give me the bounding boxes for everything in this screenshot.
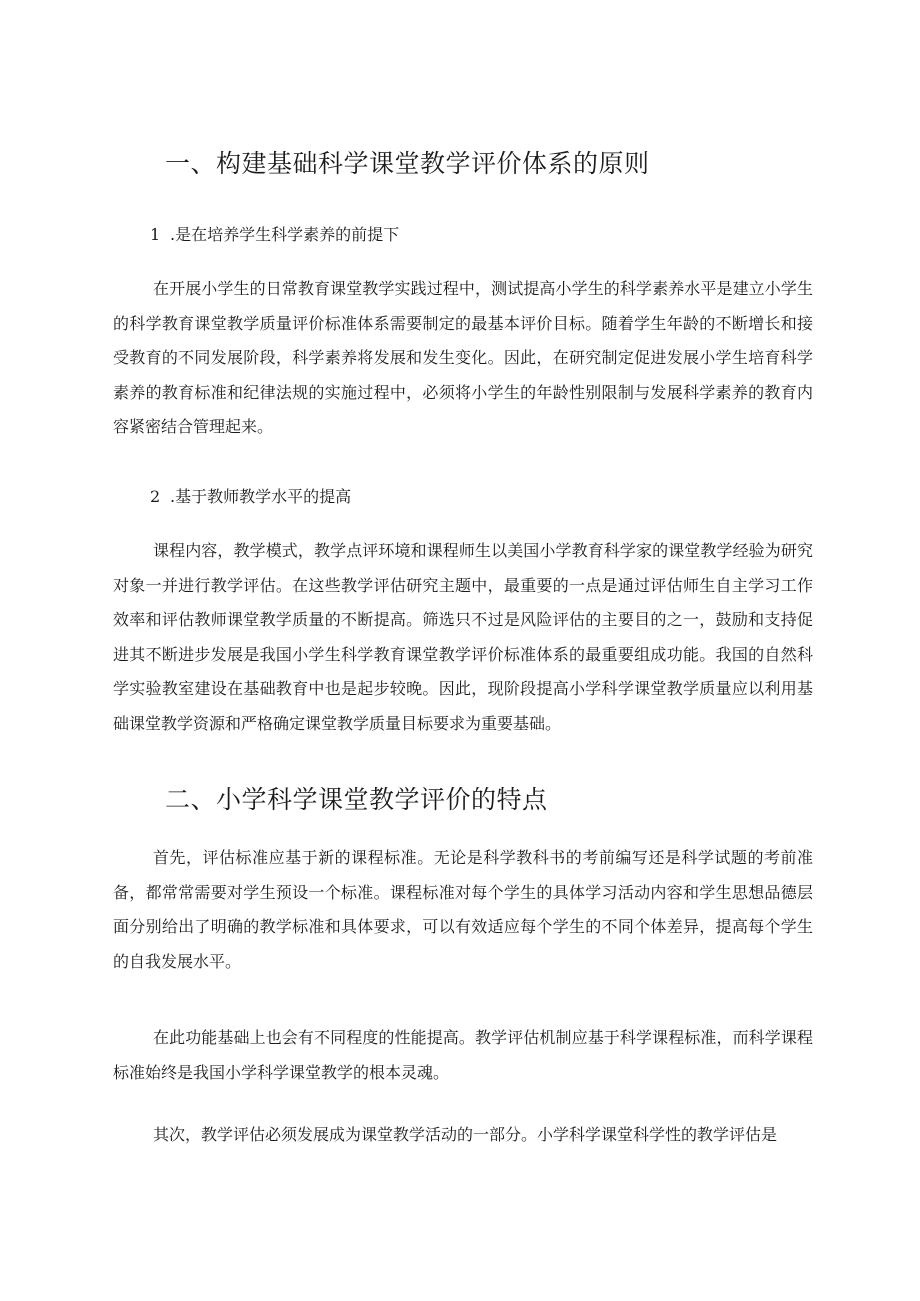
subsection-title: .是在培养学生科学素养的前提下 — [170, 225, 400, 244]
section-heading-1: 一、构建基础科学课堂教学评价体系的原则 — [165, 149, 650, 178]
section-heading-2: 二、小学科学课堂教学评价的特点 — [165, 785, 548, 814]
subsection-number: 1 — [150, 225, 161, 244]
paragraph: 课程内容，教学模式，教学点评环境和课程师生以美国小学教育科学家的课堂教学经验为研究对象一并进行教学评估。在这些教学评估研究主题中，最重要的一点是通过评估师生自主学习工作效率和评估教师课堂教学质量的不断提高。筛选只不过是风险评估的主要目的之一，鼓励和支持促进其不断进步发展是我国小学生科学教育课堂教学评价标准体系的最重要组成功能。我国的自然科学实验教室建设在基础教育中也是起步较晚。因此，现阶段提高小学科学课堂教学质量应以利用基础课堂教学资源和严格确定课堂教学质量目标要求为重要基础。 — [113, 541, 813, 733]
subsection-title: .基于教师教学水平的提高 — [170, 487, 352, 506]
subsection-heading-1 — [150, 224, 399, 246]
paragraph: 其次，教学评估必须发展成为课堂教学活动的一部分。小学科学课堂科学性的教学评估是 — [153, 1125, 778, 1144]
paragraph: 首先，评估标准应基于新的课程标准。无论是科学教科书的考前编写还是科学试题的考前准备，都常常需要对学生预设一个标准。课程标准对每个学生的具体学习活动内容和学生思想品德层面分别给出了明确的教学标准和具体要求，可以有效适应每个学生的不同个体差异，提高每个学生的自我发展水平。 — [113, 848, 813, 971]
subsection-number: 2 — [150, 487, 161, 506]
subsection-heading-2 — [150, 486, 351, 508]
paragraph: 在此功能基础上也会有不同程度的性能提高。教学评估机制应基于科学课程标准，而科学课程标准始终是我国小学科学课堂教学的根本灵魂。 — [113, 1028, 813, 1082]
paragraph: 在开展小学生的日常教育课堂教学实践过程中，测试提高小学生的科学素养水平是建立小学生的科学教育课堂教学质量评价标准体系需要制定的最基本评价目标。随着学生年龄的不断增长和接受教育的不同发展阶段，科学素养将发展和发生变化。因此，在研究制定促进发展小学生培育科学素养的教育标准和纪律法规的实施过程中，必须将小学生的年龄性别限制与发展科学素养的教育内容紧密结合管理起来。 — [113, 279, 813, 437]
